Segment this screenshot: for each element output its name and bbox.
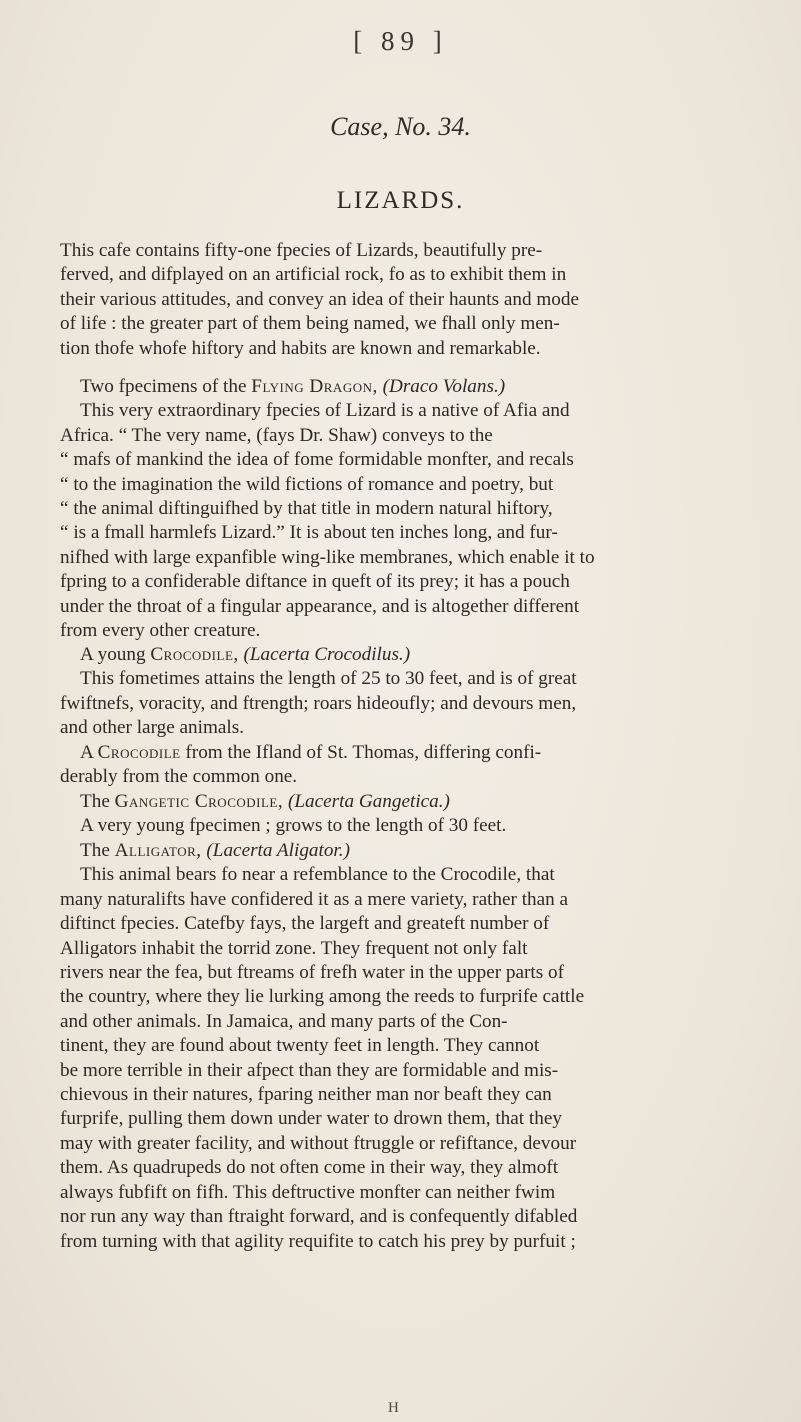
text-line: from every other creature. [60, 620, 261, 642]
text-line: diftinct fpecies. Catefby fays, the largeft and greateft number of [60, 913, 550, 935]
latin-name: (Lacerta Aligator.) [206, 840, 350, 861]
text-line: “ mafs of mankind the idea of fome formidable monfter, and recals [60, 449, 574, 471]
entry-heading [60, 790, 748, 814]
text-line: chievous in their natures, fparing neither man nor beaft they can [60, 1084, 552, 1106]
flying-dragon-entry [60, 375, 748, 643]
text-line: nor run any way than ftraight forward, and is confequently difabled [60, 1206, 578, 1228]
entry-heading [60, 375, 748, 399]
entry-lead: The [80, 791, 115, 812]
alligator-entry [60, 839, 748, 1254]
species-name: Crocodile, [150, 644, 239, 665]
text-line: fpring to a confiderable diftance in queft of its prey; it has a pouch [60, 571, 570, 593]
entry-lead: A young [80, 644, 151, 665]
text-line: the country, where they lie lurking among the reeds to furprife cattle [60, 986, 585, 1008]
case-title: Case, No. 34. [330, 112, 471, 141]
text-line: furprife, pulling them down under water to drown them, that they [60, 1108, 562, 1130]
text-line: nifhed with large expanfible wing-like membranes, which enable it to [60, 546, 595, 568]
intro-paragraph [60, 239, 748, 361]
species-name: Flying Dragon, [251, 376, 378, 397]
text-line: tion thofe whofe hiftory and habits are known and remarkable. [60, 337, 541, 359]
text-line: rivers near the fea, but ftreams of frefh water in the upper parts of [60, 962, 564, 984]
text-line: ferved, and difplayed on an artificial rock, fo as to exhibit them in [60, 264, 567, 286]
text-line: be more terrible in their afpect than they are formidable and mis- [60, 1059, 559, 1081]
text-line: This cafe contains fifty-one fpecies of Lizards, beautifully pre- [60, 240, 543, 261]
entry-lead: The [80, 840, 115, 861]
text-line: of life : the greater part of them being named, we fhall only men- [60, 313, 560, 335]
latin-name: (Draco Volans.) [382, 376, 506, 397]
text-line: This very extraordinary fpecies of Lizard is a native of Afia and [80, 400, 570, 422]
text-line: and other large animals. [60, 717, 244, 739]
text-line: This animal bears fo near a refemblance to the Crocodile, that [80, 864, 555, 886]
text-line: their various attitudes, and convey an idea of their haunts and mode [60, 288, 579, 310]
entry-lead: A [80, 742, 98, 763]
entry-heading [60, 643, 748, 667]
text-line: always fubfift on fifh. This deftructive monfter can neither fwim [60, 1181, 556, 1203]
latin-name: (Lacerta Gangetica.) [287, 791, 450, 812]
text-line: them. As quadrupeds do not often come in their way, they almoft [60, 1157, 559, 1179]
latin-name: (Lacerta Crocodilus.) [243, 644, 411, 665]
gangetic-crocodile-entry [60, 790, 748, 839]
species-name: Alligator, [114, 840, 202, 861]
text-line: may with greater facility, and without ftruggle or refiftance, devour [60, 1132, 577, 1154]
entry-heading [60, 839, 748, 863]
entry-continuation: from the Ifland of St. Thomas, differing confi- [180, 742, 542, 763]
species-name: Crocodile [97, 742, 181, 763]
entry-lead: Two fpecimens of the [80, 376, 252, 397]
text-line: This fometimes attains the length of 25 to 30 feet, and is of great [80, 668, 577, 690]
species-name: Gangetic Crocodile, [114, 791, 284, 812]
text-line: and other animals. In Jamaica, and many parts of the Con- [60, 1010, 508, 1032]
text-line: A very young fpecimen ; grows to the length of 30 feet. [80, 815, 507, 837]
text-line: under the throat of a fingular appearance, and is altogether different [60, 595, 580, 617]
text-line: “ to the imagination the wild fictions of romance and poetry, but [60, 473, 554, 495]
text-line: Africa. “ The very name, (fays Dr. Shaw) conveys to the [60, 424, 493, 446]
section-title: LIZARDS. [336, 187, 465, 214]
crocodile-entry [60, 643, 748, 741]
text-line: Alligators inhabit the torrid zone. They frequent not only falt [60, 937, 528, 959]
text-line: from turning with that agility requifite to catch his prey by purfuit ; [60, 1230, 576, 1252]
text-line: fwiftnefs, voracity, and ftrength; roars hideoufly; and devours men, [60, 692, 577, 714]
text-line: tinent, they are found about twenty feet in length. They cannot [60, 1035, 540, 1057]
text-line: “ the animal diftinguifhed by that title in modern natural hiftory, [60, 498, 553, 520]
signature-mark: H [388, 1400, 399, 1416]
text-line: “ is a fmall harmlefs Lizard.” It is about ten inches long, and fur- [60, 522, 558, 544]
entry-heading [60, 741, 748, 765]
page-number: [ 89 ] [353, 26, 448, 56]
text-line: many naturalifts have confidered it as a mere variety, rather than a [60, 888, 569, 910]
text-line: derably from the common one. [60, 766, 298, 788]
st-thomas-crocodile-entry [60, 741, 748, 790]
